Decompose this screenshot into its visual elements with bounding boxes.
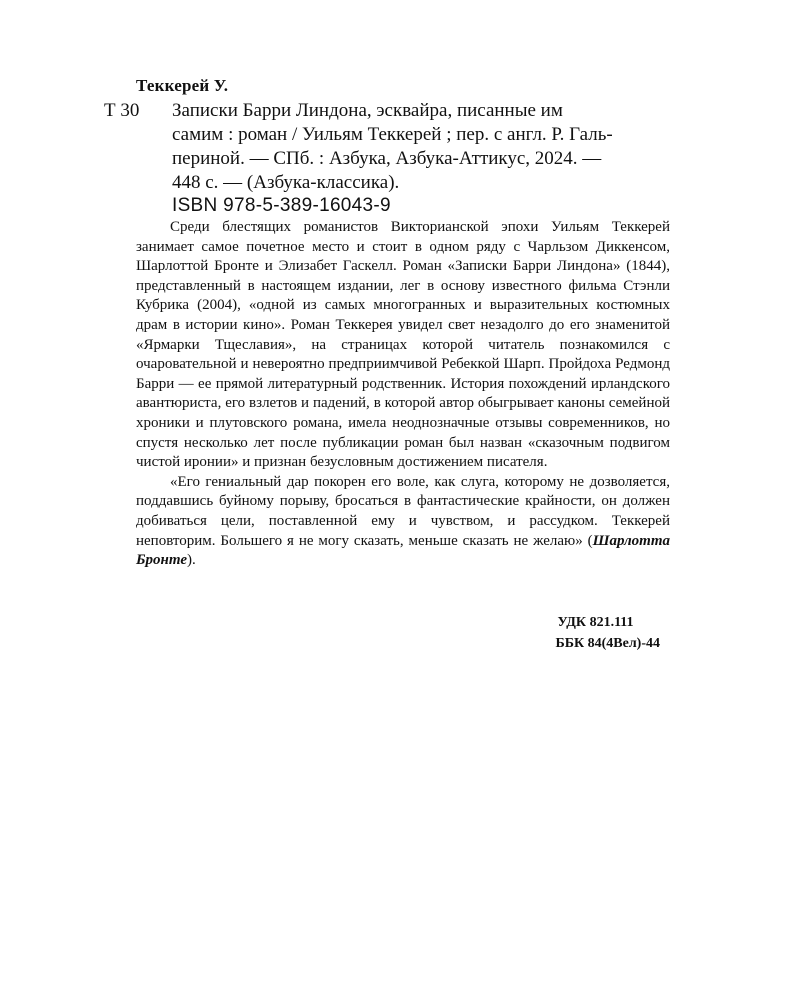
isbn: ISBN 978-5-389-16043-9	[172, 195, 391, 216]
catalog-code: Т 30	[104, 100, 140, 121]
quote-end: ).	[186, 552, 196, 569]
udk-code: УДК 821.111	[557, 615, 634, 630]
description-line: Записки Барри Линдона, эсквайра, писанные им	[172, 100, 563, 121]
author-name: Теккерей У.	[136, 76, 229, 95]
description-line: периной. — СПб. : Азбука, Азбука-Аттикус, 2024. —	[172, 148, 602, 169]
quote-author: Шарлотта Бронте	[136, 532, 670, 569]
annotation-quote-paragraph	[136, 473, 670, 571]
quote-text: «Его гениальный дар покорен его воле, как слуга, которому не дозволяется, поддавшись буйному порыву, бросаться в фантастические крайности, он должен добиваться цели, поставленной ему и чувством, и рассудком. Теккерей неповторим. Большего я не могу сказать, меньше сказать не желаю» (	[136, 473, 670, 549]
description-line: самим : роман / Уильям Теккерей ; пер. с англ. Р. Галь-	[172, 124, 613, 145]
annotation-paragraph: Среди блестящих романистов Викторианской эпохи Уильям Теккерей занимает самое почетное место и стоит в одном ряду с Чарльзом Диккенсом, Шарлоттой Бронте и Элизабет Гаскелл. Роман «Записки Барри Линдона» (1844), представленный в настоящем издании, лег в основу известного фильма Стэнли Кубрика (2004), «одной из самых многогранных и выразительных костюмных драм в истории кино». Роман Теккерея увидел свет незадолго до его знаменитой «Ярмарки Тщеславия», на страницах которой читатель познакомился с очаровательной и невероятно предприимчивой Ребеккой Шарп. Пройдоха Редмонд Барри — ее прямой литературный родственник. История похождений ирландского авантюриста, его взлетов и падений, в которой автор обыгрывает каноны семейной хроники и плутовского романа, имела неоднозначные отзывы современников, но спустя несколько лет после публикации роман был назван «сказочным подвигом чистой иронии» и признан безусловным достижением писателя.	[136, 219, 670, 471]
bbk-code: ББК 84(4Вел)-44	[555, 636, 660, 651]
annotation	[136, 218, 670, 571]
classification-codes	[555, 612, 660, 654]
description-line: 448 с. — (Азбука-классика).	[172, 172, 400, 193]
bibliographic-description	[172, 99, 672, 195]
